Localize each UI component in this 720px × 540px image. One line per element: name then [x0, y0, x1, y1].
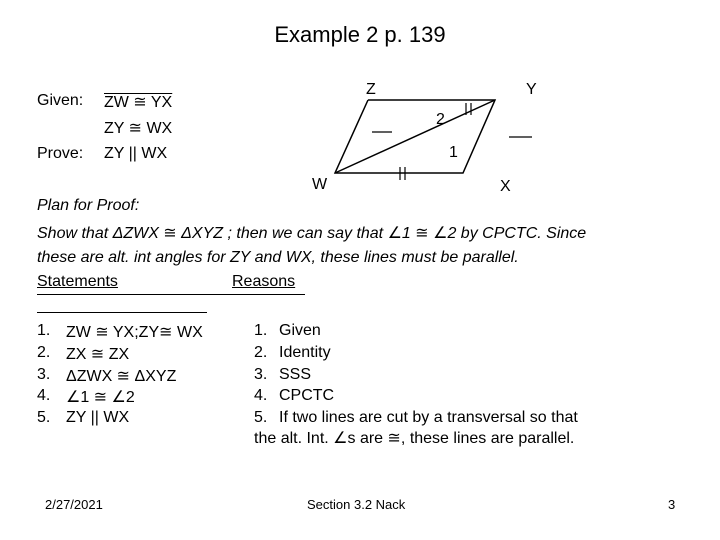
footer-center: Section 3.2 Nack: [307, 497, 406, 512]
given-statement-1: ZW ≅ YX: [104, 94, 173, 111]
reason-3: SSS: [279, 366, 312, 383]
given-label: Given:: [37, 92, 84, 109]
statement-number-3: 3.: [37, 366, 51, 383]
footer-date: 2/27/2021: [45, 497, 103, 512]
statement-2: ZX ≅ ZX: [66, 346, 130, 363]
reason-1: Given: [279, 322, 321, 339]
reason-5: If two lines are cut by a transversal so that: [279, 409, 578, 426]
header-rule: [37, 294, 305, 295]
reason-number-5: 5.: [254, 409, 268, 426]
statement-3: ΔZWX ≅ ΔXYZ: [66, 368, 177, 385]
vertex-label-z: Z: [366, 81, 376, 98]
vertex-label-w: W: [312, 176, 328, 193]
angle-label-1: 1: [449, 144, 458, 161]
statement-number-5: 5.: [37, 409, 51, 426]
parallelogram-figure: [300, 70, 570, 200]
reason-2: Identity: [279, 344, 331, 361]
statement-number-2: 2.: [37, 344, 51, 361]
reason-4: CPCTC: [279, 387, 335, 404]
statement-number-1: 1.: [37, 322, 51, 339]
footer-page-number: 3: [668, 497, 676, 512]
slide-title: Example 2 p. 139: [274, 22, 446, 47]
reason-number-1: 1.: [254, 322, 268, 339]
reason-number-3: 3.: [254, 366, 268, 383]
header-rule-2: [37, 312, 207, 313]
plan-line-1: Show that ΔZWX ≅ ΔXYZ ; then we can say that ∠1 ≅ ∠2 by CPCTC. Since: [37, 225, 587, 242]
prove-label: Prove:: [37, 145, 84, 162]
reason-number-4: 4.: [254, 387, 268, 404]
reason-5-continued: the alt. Int. ∠s are ≅, these lines are parallel.: [254, 430, 575, 447]
vertex-label-x: X: [500, 178, 511, 195]
vertex-label-y: Y: [526, 81, 537, 98]
statement-1: ZW ≅ YX;ZY≅ WX: [66, 324, 203, 341]
given-statement-2: ZY ≅ WX: [104, 120, 173, 137]
statements-header: Statements: [37, 273, 118, 290]
statement-5: ZY || WX: [66, 409, 130, 426]
statement-number-4: 4.: [37, 387, 51, 404]
statement-4: ∠1 ≅ ∠2: [66, 389, 135, 406]
prove-statement: ZY || WX: [104, 145, 168, 162]
reason-number-2: 2.: [254, 344, 268, 361]
reasons-header: Reasons: [232, 273, 296, 290]
plan-heading: Plan for Proof:: [37, 197, 140, 214]
plan-line-2: these are alt. int angles for ZY and WX, these lines must be parallel.: [37, 249, 519, 266]
angle-label-2: 2: [436, 111, 445, 128]
